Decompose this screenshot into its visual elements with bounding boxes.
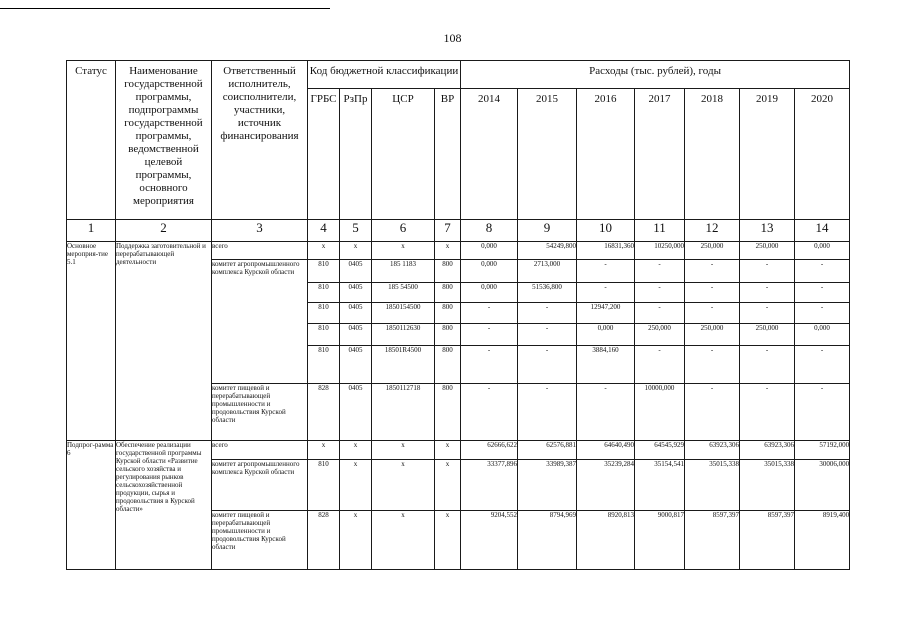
- rzpr-cell: 0405: [340, 346, 372, 384]
- col-number: 7: [435, 220, 461, 242]
- header-code-csr: ЦСР: [372, 89, 435, 220]
- rzpr-cell: 0405: [340, 384, 372, 441]
- status-cell: Основное мероприя-тие 5.1: [67, 242, 116, 441]
- value-cell: -: [518, 324, 577, 346]
- rzpr-cell: х: [340, 242, 372, 260]
- value-cell: -: [577, 384, 635, 441]
- header-year: 2015: [518, 89, 577, 220]
- value-cell: 8794,969: [518, 511, 577, 570]
- value-cell: 33989,387: [518, 460, 577, 511]
- value-cell: 8597,397: [740, 511, 795, 570]
- value-cell: 0,000: [795, 242, 850, 260]
- value-cell: 8919,400: [795, 511, 850, 570]
- grbs-cell: 810: [308, 460, 340, 511]
- grbs-cell: 828: [308, 384, 340, 441]
- value-cell: 250,000: [740, 324, 795, 346]
- budget-table: [66, 60, 850, 570]
- csr-cell: 18501R4500: [372, 346, 435, 384]
- value-cell: -: [635, 346, 685, 384]
- col-number: 1: [67, 220, 116, 242]
- value-cell: -: [635, 283, 685, 303]
- header-year: 2019: [740, 89, 795, 220]
- header-year: 2014: [461, 89, 518, 220]
- top-rule: [0, 8, 330, 9]
- vr-cell: 800: [435, 384, 461, 441]
- value-cell: -: [461, 324, 518, 346]
- header-budget-code: Код бюджетной классификации: [308, 61, 461, 89]
- col-number: 8: [461, 220, 518, 242]
- value-cell: 30006,000: [795, 460, 850, 511]
- col-number: 4: [308, 220, 340, 242]
- csr-cell: х: [372, 460, 435, 511]
- value-cell: 57192,000: [795, 441, 850, 460]
- csr-cell: х: [372, 441, 435, 460]
- value-cell: 0,000: [461, 260, 518, 283]
- table-row: [67, 242, 850, 260]
- responsible-cell: комитет агропромышленного комплекса Курской области: [212, 260, 308, 384]
- vr-cell: 800: [435, 346, 461, 384]
- value-cell: -: [740, 346, 795, 384]
- responsible-cell: комитет пищевой и перерабатывающей промышленности и продовольствия Курской области: [212, 384, 308, 441]
- grbs-cell: 810: [308, 260, 340, 283]
- rzpr-cell: 0405: [340, 324, 372, 346]
- csr-cell: 185 1183: [372, 260, 435, 283]
- value-cell: -: [461, 303, 518, 324]
- value-cell: 33377,896: [461, 460, 518, 511]
- col-number: 9: [518, 220, 577, 242]
- value-cell: 0,000: [577, 324, 635, 346]
- vr-cell: 800: [435, 283, 461, 303]
- vr-cell: х: [435, 441, 461, 460]
- rzpr-cell: х: [340, 441, 372, 460]
- col-number: 5: [340, 220, 372, 242]
- value-cell: -: [685, 283, 740, 303]
- responsible-cell: комитет пищевой и перерабатывающей промышленности и продовольствия Курской области: [212, 511, 308, 570]
- value-cell: -: [518, 384, 577, 441]
- value-cell: 250,000: [635, 324, 685, 346]
- value-cell: 63923,306: [740, 441, 795, 460]
- grbs-cell: 810: [308, 303, 340, 324]
- value-cell: -: [685, 303, 740, 324]
- header-code-rzpr: РзПр: [340, 89, 372, 220]
- value-cell: -: [795, 283, 850, 303]
- value-cell: -: [795, 260, 850, 283]
- vr-cell: х: [435, 460, 461, 511]
- value-cell: 9204,552: [461, 511, 518, 570]
- grbs-cell: 810: [308, 283, 340, 303]
- header-year: 2018: [685, 89, 740, 220]
- header-code-vr: ВР: [435, 89, 461, 220]
- header-year: 2017: [635, 89, 685, 220]
- value-cell: -: [685, 260, 740, 283]
- value-cell: 9000,817: [635, 511, 685, 570]
- csr-cell: 1850154500: [372, 303, 435, 324]
- csr-cell: х: [372, 242, 435, 260]
- vr-cell: х: [435, 242, 461, 260]
- value-cell: 62666,622: [461, 441, 518, 460]
- value-cell: 3884,160: [577, 346, 635, 384]
- header-year: 2016: [577, 89, 635, 220]
- responsible-cell: всего: [212, 242, 308, 260]
- value-cell: 35015,338: [740, 460, 795, 511]
- value-cell: -: [740, 303, 795, 324]
- vr-cell: 800: [435, 303, 461, 324]
- value-cell: 0,000: [461, 242, 518, 260]
- value-cell: -: [740, 283, 795, 303]
- col-number: 12: [685, 220, 740, 242]
- vr-cell: х: [435, 511, 461, 570]
- rzpr-cell: х: [340, 460, 372, 511]
- csr-cell: 1850112630: [372, 324, 435, 346]
- responsible-cell: комитет агропромышленного комплекса Курской области: [212, 460, 308, 511]
- header-code-grbs: ГРБС: [308, 89, 340, 220]
- value-cell: 64545,929: [635, 441, 685, 460]
- grbs-cell: х: [308, 441, 340, 460]
- value-cell: -: [635, 303, 685, 324]
- status-cell: Подпрог-рамма 6: [67, 441, 116, 570]
- value-cell: -: [795, 384, 850, 441]
- rzpr-cell: 0405: [340, 283, 372, 303]
- value-cell: 54249,800: [518, 242, 577, 260]
- value-cell: 10000,000: [635, 384, 685, 441]
- header-expenses: Расходы (тыс. рублей), годы: [461, 61, 850, 89]
- name-cell: Обеспечение реализации государственной программы Курской области «Развитие сельского хозяйства и регулирования рынков сельскохозяйственной продукции, сырья и продовольствия в Курской области»: [116, 441, 212, 570]
- value-cell: -: [740, 384, 795, 441]
- responsible-cell: всего: [212, 441, 308, 460]
- rzpr-cell: 0405: [340, 260, 372, 283]
- value-cell: 0,000: [795, 324, 850, 346]
- vr-cell: 800: [435, 324, 461, 346]
- value-cell: 8920,813: [577, 511, 635, 570]
- value-cell: 16831,360: [577, 242, 635, 260]
- csr-cell: 185 54500: [372, 283, 435, 303]
- header-year: 2020: [795, 89, 850, 220]
- rzpr-cell: х: [340, 511, 372, 570]
- value-cell: -: [461, 346, 518, 384]
- col-number: 11: [635, 220, 685, 242]
- col-number: 10: [577, 220, 635, 242]
- vr-cell: 800: [435, 260, 461, 283]
- value-cell: -: [685, 384, 740, 441]
- table-row: [67, 441, 850, 460]
- value-cell: -: [685, 346, 740, 384]
- csr-cell: 1850112718: [372, 384, 435, 441]
- page-number: 108: [443, 31, 462, 45]
- col-number: 3: [212, 220, 308, 242]
- grbs-cell: 828: [308, 511, 340, 570]
- value-cell: 35015,338: [685, 460, 740, 511]
- header-name: Наименование государственной программы, подпрограммы государственной программы, ведомственной целевой программы, основного мероприятия: [116, 61, 212, 220]
- value-cell: 8597,397: [685, 511, 740, 570]
- value-cell: -: [795, 346, 850, 384]
- rzpr-cell: 0405: [340, 303, 372, 324]
- grbs-cell: 810: [308, 346, 340, 384]
- value-cell: -: [577, 260, 635, 283]
- column-number-row: [67, 220, 850, 242]
- value-cell: 10250,000: [635, 242, 685, 260]
- value-cell: 2713,000: [518, 260, 577, 283]
- value-cell: -: [795, 303, 850, 324]
- value-cell: 35239,284: [577, 460, 635, 511]
- name-cell: Поддержка заготовительной и перерабатывающей деятельности: [116, 242, 212, 441]
- csr-cell: х: [372, 511, 435, 570]
- col-number: 14: [795, 220, 850, 242]
- value-cell: 62576,881: [518, 441, 577, 460]
- value-cell: -: [577, 283, 635, 303]
- value-cell: -: [461, 384, 518, 441]
- value-cell: -: [740, 260, 795, 283]
- grbs-cell: 810: [308, 324, 340, 346]
- value-cell: 64640,490: [577, 441, 635, 460]
- col-number: 13: [740, 220, 795, 242]
- value-cell: -: [518, 346, 577, 384]
- col-number: 2: [116, 220, 212, 242]
- value-cell: 63923,306: [685, 441, 740, 460]
- value-cell: 250,000: [740, 242, 795, 260]
- header-responsible: Ответственный исполнитель, соисполнители, участники, источник финансирования: [212, 61, 308, 220]
- value-cell: 250,000: [685, 242, 740, 260]
- value-cell: -: [518, 303, 577, 324]
- value-cell: 0,000: [461, 283, 518, 303]
- header-status: Статус: [67, 61, 116, 220]
- value-cell: -: [635, 260, 685, 283]
- col-number: 6: [372, 220, 435, 242]
- value-cell: 51536,800: [518, 283, 577, 303]
- grbs-cell: х: [308, 242, 340, 260]
- value-cell: 12947,200: [577, 303, 635, 324]
- value-cell: 35154,541: [635, 460, 685, 511]
- value-cell: 250,000: [685, 324, 740, 346]
